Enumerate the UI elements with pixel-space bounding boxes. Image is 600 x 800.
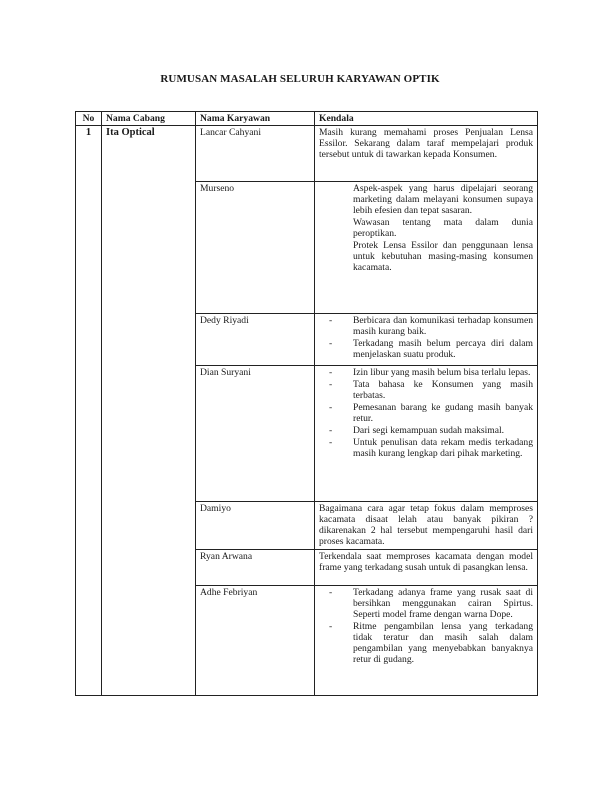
group-number: 1 — [76, 126, 102, 696]
dash-bullet: - — [329, 587, 333, 598]
branch-name: Ita Optical — [102, 126, 196, 696]
issue-item-text: Berbicara dan komunikasi terhadap konsumen masih kurang baik. — [353, 315, 533, 337]
issue-item — [319, 367, 533, 378]
issue-item-text: Terkadang adanya frame yang rusak saat di bersihkan menggunakan cairan Spirtus. Seperti model frame dengan warna Dope. — [353, 587, 533, 620]
employee-name: Adhe Febriyan — [196, 586, 315, 696]
issue-text: Terkendala saat memproses kacamata dengan model frame yang terkadang susah untuk di pasangkan lensa. — [319, 551, 533, 573]
issue-cell — [315, 182, 538, 314]
issue-cell — [315, 586, 538, 696]
employee-name: Dedy Riyadi — [196, 314, 315, 366]
dash-bullet: - — [329, 338, 333, 349]
issue-item: Protek Lensa Essilor dan penggunaan lensa untuk kebutuhan masing-masing konsumen kacamata. — [353, 240, 533, 273]
issue-item-text: Untuk penulisan data rekam medis terkadang masih kurang lengkap dari pihak marketing. — [353, 437, 533, 459]
header-no: No — [76, 112, 102, 126]
issue-item — [319, 315, 533, 337]
header-issue: Kendala — [315, 112, 538, 126]
document-title: RUMUSAN MASALAH SELURUH KARYAWAN OPTIK — [160, 73, 440, 85]
header-name: Nama Karyawan — [196, 112, 315, 126]
employee-name: Damiyo — [196, 502, 315, 550]
table-header-row — [76, 112, 538, 126]
employee-name: Dian Suryani — [196, 366, 315, 502]
dash-bullet: - — [329, 379, 333, 390]
issue-item — [319, 402, 533, 424]
issue-list — [319, 587, 533, 665]
issue-item-text: Izin libur yang masih belum bisa terlalu lepas. — [353, 367, 531, 378]
dash-bullet: - — [329, 315, 333, 326]
issue-cell — [315, 366, 538, 502]
issue-item-text: Pemesanan barang ke gudang masih banyak retur. — [353, 402, 533, 424]
issue-cell — [315, 550, 538, 586]
dash-bullet: - — [329, 425, 333, 436]
header-branch: Nama Cabang — [102, 112, 196, 126]
issue-item — [319, 338, 533, 360]
issue-item: Wawasan tentang mata dalam dunia peroptikan. — [353, 217, 533, 239]
issue-item — [319, 621, 533, 665]
issue-item-text: Dari segi kemampuan sudah maksimal. — [353, 425, 505, 436]
table-row — [76, 126, 538, 182]
employee-name: Ryan Arwana — [196, 550, 315, 586]
issue-item-text: Ritme pengambilan lensa yang terkadang tidak teratur dan masih salah dalam pengambilan yang menyebabkan banyaknya retur di gudang. — [353, 621, 533, 665]
issue-item — [319, 379, 533, 401]
issue-item-text: Tata bahasa ke Konsumen yang masih terbatas. — [353, 379, 533, 401]
issue-text: Bagaimana cara agar tetap fokus dalam memproses kacamata disaat lelah atau banyak pikiran ? dikarenakan 2 hal tersebut mempengaruhi hasil dari proses kacamata. — [319, 503, 533, 547]
dash-bullet: - — [329, 621, 333, 632]
employee-name: Lancar Cahyani — [196, 126, 315, 182]
issue-item — [319, 425, 533, 436]
dash-bullet: - — [329, 402, 333, 413]
issue-cell — [315, 126, 538, 182]
issue-list — [319, 183, 533, 273]
dash-bullet: - — [329, 437, 333, 448]
issue-item — [319, 437, 533, 459]
issue-cell — [315, 502, 538, 550]
issue-item-text: Terkadang masih belum percaya diri dalam menjelaskan suatu produk. — [353, 338, 533, 360]
issue-cell — [315, 314, 538, 366]
issue-text: Masih kurang memahami proses Penjualan Lensa Essilor. Sekarang dalam taraf mempelajari produk tersebut untuk di tawarkan kepada Konsumen. — [319, 127, 533, 160]
dash-bullet: - — [329, 367, 333, 378]
employee-name: Murseno — [196, 182, 315, 314]
issue-item — [319, 587, 533, 620]
issue-list — [319, 315, 533, 360]
issue-item: Aspek-aspek yang harus dipelajari seorang marketing dalam melayani konsumen supaya lebih efesien dan tepat sasaran. — [353, 183, 533, 216]
problem-table — [75, 111, 538, 696]
issue-list — [319, 367, 533, 459]
